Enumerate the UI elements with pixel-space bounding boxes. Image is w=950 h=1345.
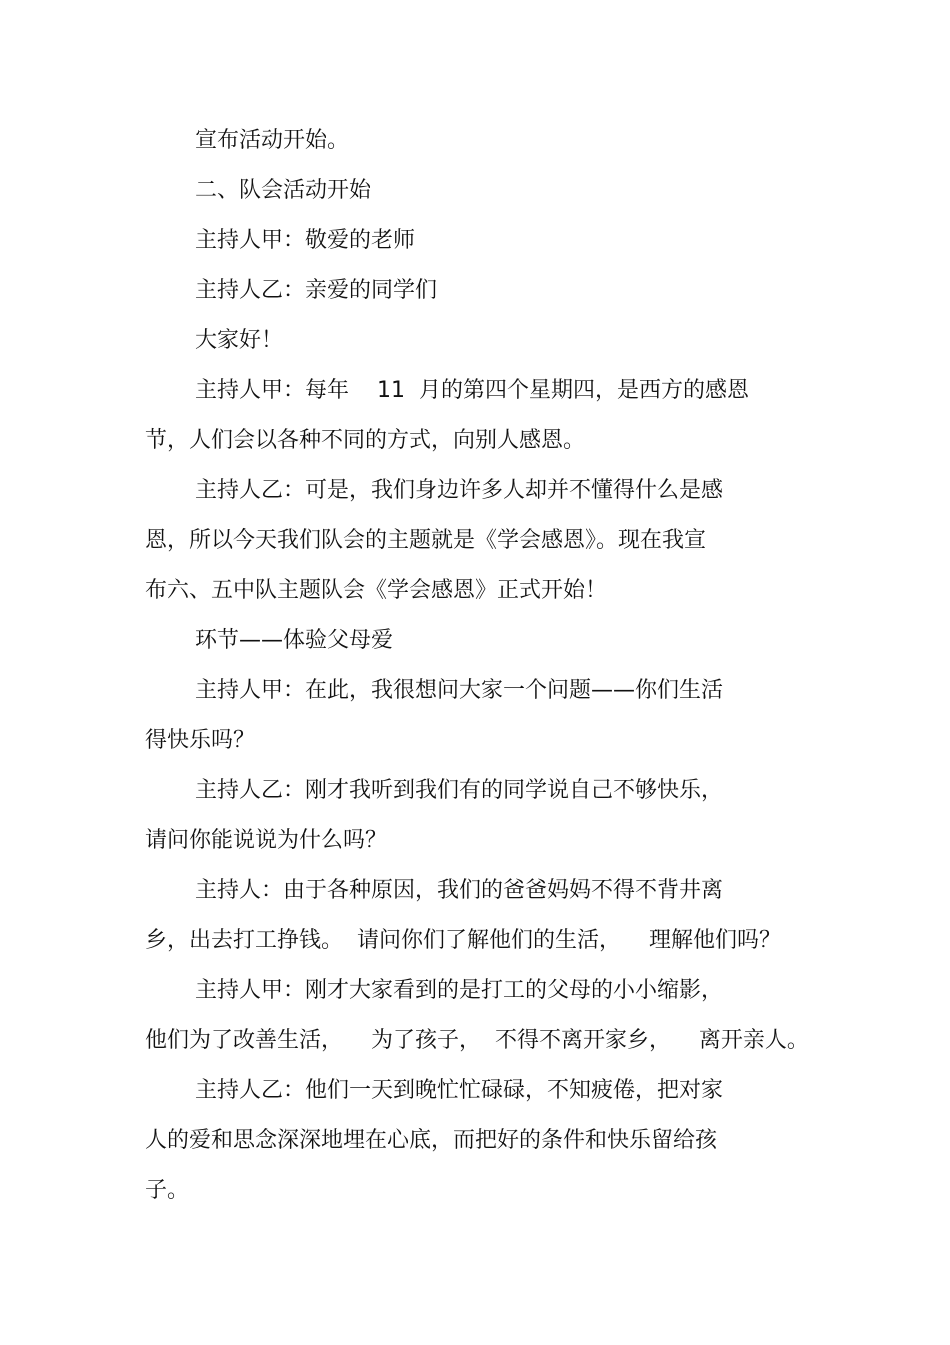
text-line: 主持人乙：可是，我们身边许多人却并不懂得什么是感 [195, 478, 724, 503]
text-line: 恩，所以今天我们队会的主题就是《学会感恩》。现在我宣 [145, 528, 707, 553]
text-line: 主持人乙：亲爱的同学们 [195, 278, 438, 303]
text-line: 子。 [145, 1178, 190, 1203]
section-heading: 环节——体验父母爱 [195, 628, 394, 653]
text-line: 请问你能说说为什么吗？ [145, 828, 388, 853]
text-line: 主持人甲：在此，我很想问大家一个问题——你们生活 [195, 678, 724, 703]
text-line: 大家好！ [195, 328, 284, 353]
text-line: 得快乐吗？ [145, 728, 256, 753]
text-line: 主持人甲：刚才大家看到的是打工的父母的小小缩影， [195, 978, 724, 1003]
text-line: 人的爱和思念深深地埋在心底，而把好的条件和快乐留给孩 [145, 1128, 718, 1153]
text-line: 他们为了改善生活， 为了孩子， 不得不离开家乡， 离开亲人。 [145, 1028, 809, 1053]
text-line: 主持人甲：每年 11 月的第四个星期四，是西方的感恩 [195, 378, 749, 403]
text-line: 主持人乙：他们一天到晚忙忙碌碌，不知疲倦，把对家 [195, 1078, 724, 1103]
section-heading: 二、队会活动开始 [195, 178, 372, 203]
text-line: 布六、五中队主题队会《学会感恩》正式开始！ [145, 578, 608, 603]
text-line: 主持人甲：敬爱的老师 [195, 228, 416, 253]
text-line: 主持人：由于各种原因，我们的爸爸妈妈不得不背井离 [195, 878, 724, 903]
text-line: 宣布活动开始。 [195, 128, 350, 153]
text-line: 主持人乙：刚才我听到我们有的同学说自己不够快乐， [195, 778, 724, 803]
text-line: 乡，出去打工挣钱。 请问你们了解他们的生活， 理解他们吗？ [145, 928, 781, 953]
text-line: 节，人们会以各种不同的方式，向别人感恩。 [145, 428, 586, 453]
